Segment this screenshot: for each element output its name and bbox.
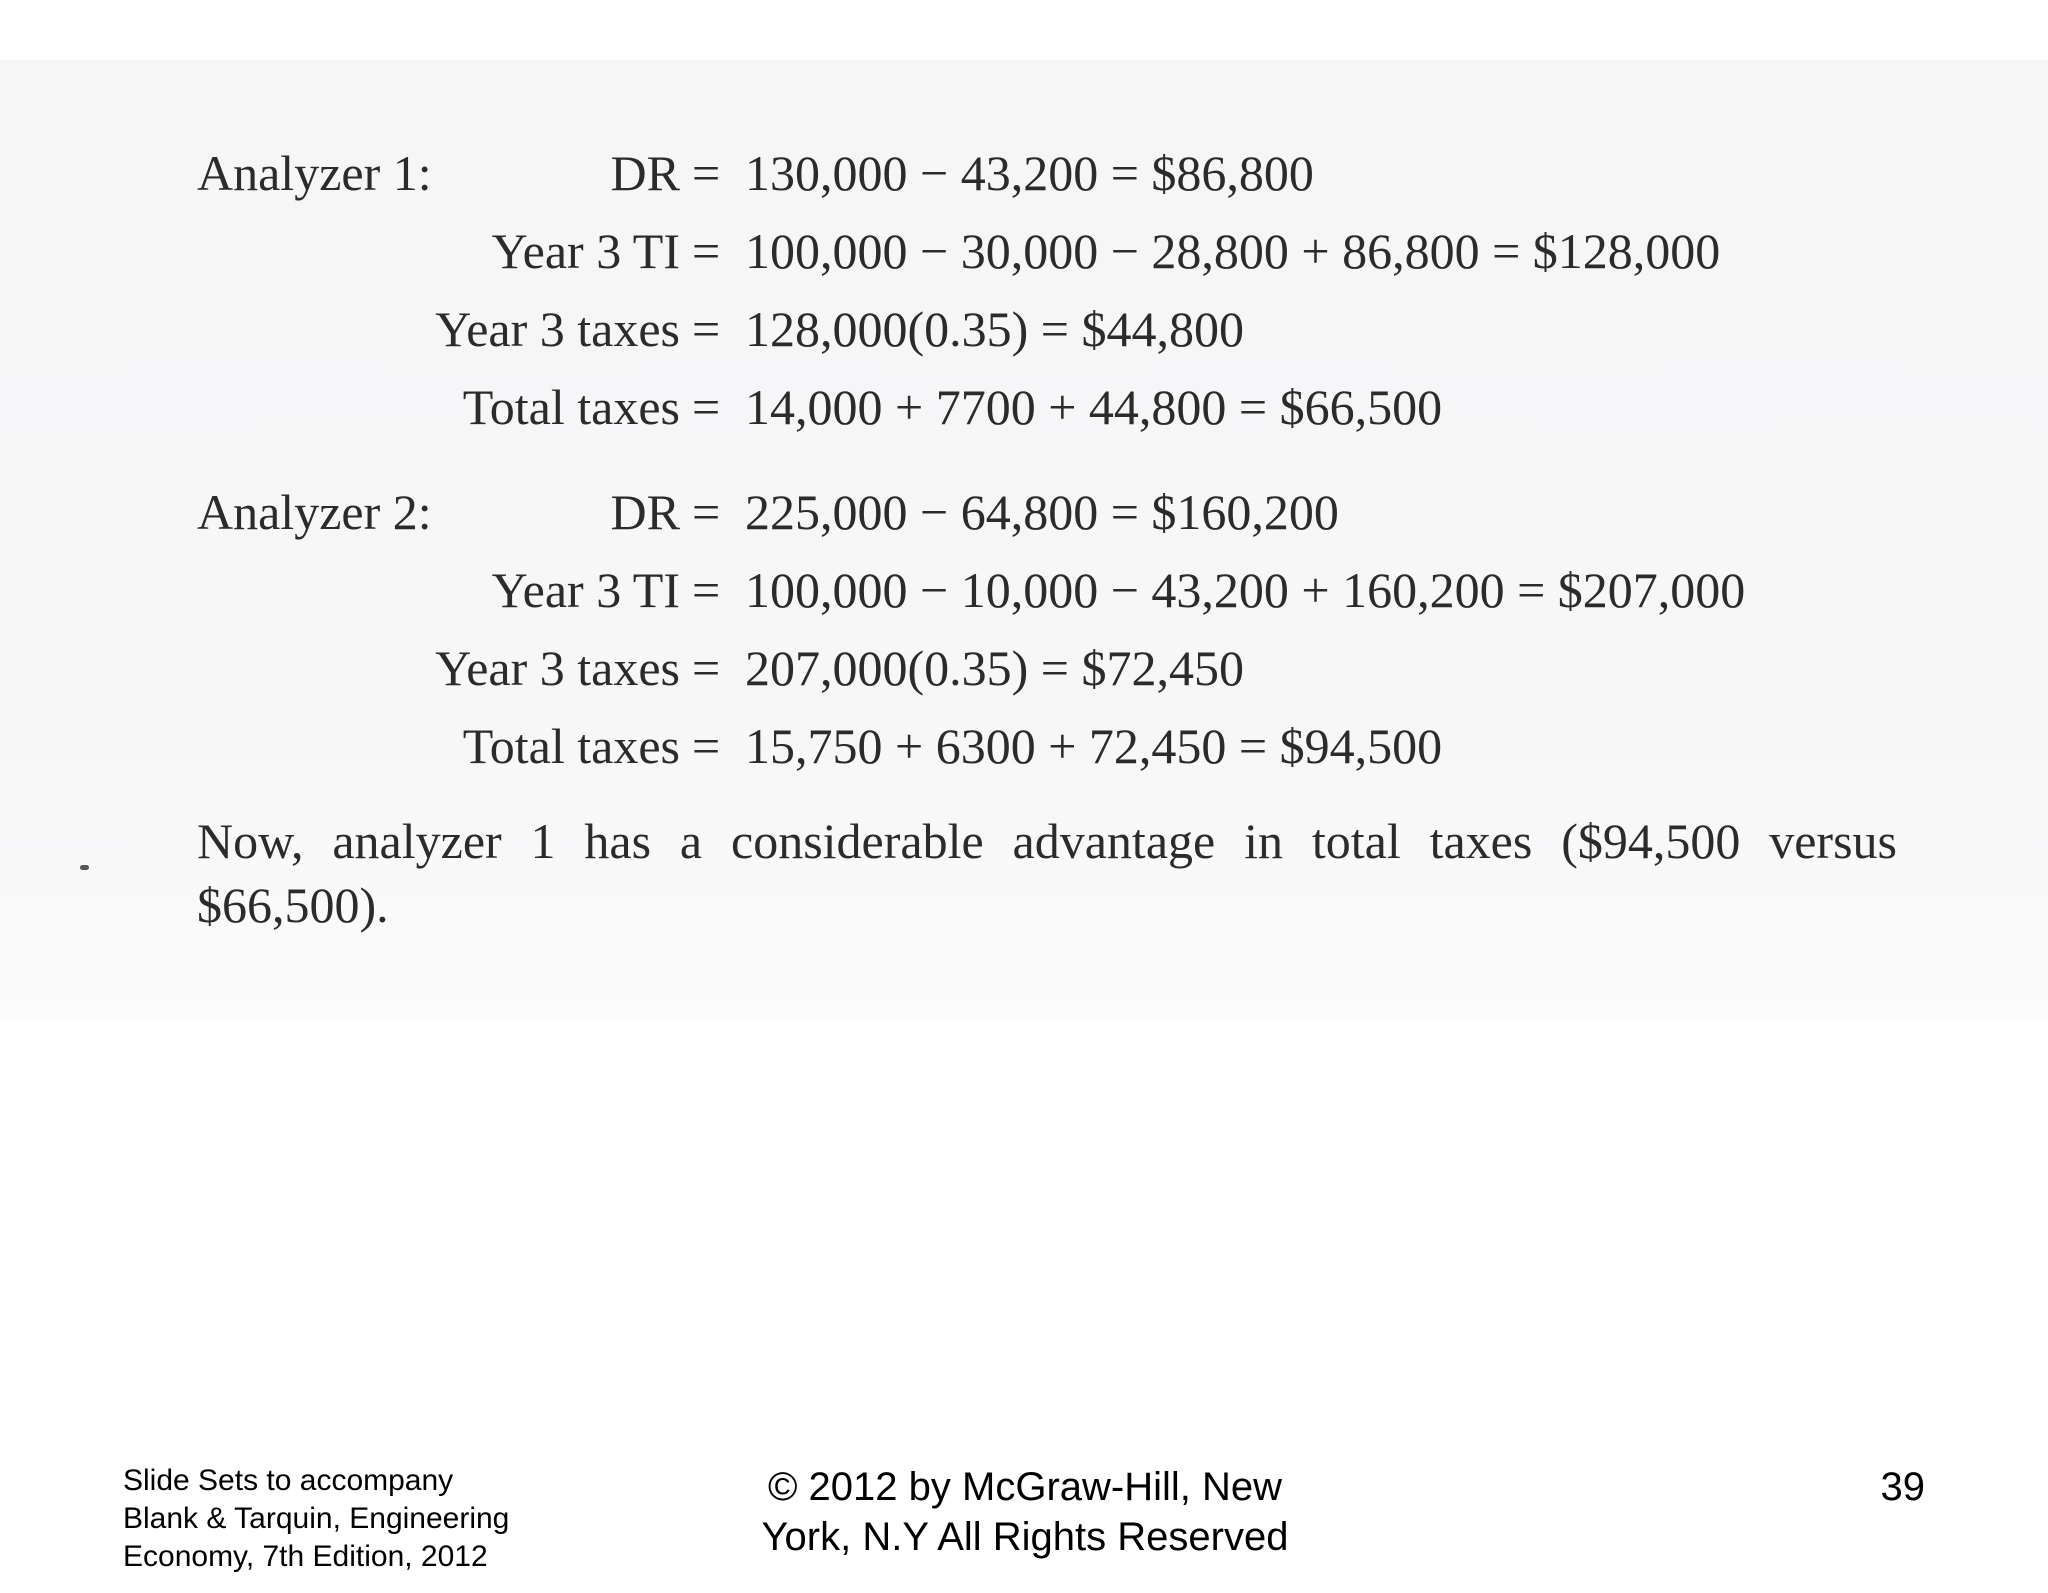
equation-lhs: DR [610,484,680,540]
equals-sign: = [692,379,721,435]
equation-rhs: 100,000 − 10,000 − 43,200 + 160,200 = $207,000 [745,562,1746,618]
equation-rhs: 130,000 − 43,200 = $86,800 [745,145,1314,201]
analyzer-1-label: Analyzer 1: [197,145,432,201]
footer-course-credit [123,1462,563,1576]
conclusion-paragraph [197,809,1897,937]
footer-center-line: York, N.Y All Rights Reserved [761,1515,1289,1559]
equation-rhs: 128,000(0.35) = $44,800 [745,301,1244,357]
page-number: 39 [1880,1465,1925,1509]
conclusion-line-1: Now, analyzer 1 has a considerable advantage in total taxes ($94,500 versus [197,813,1897,869]
footer-center-line: © 2012 by McGraw-Hill, New [767,1465,1283,1509]
equation-lhs: Year 3 taxes [435,301,680,357]
footer-left-line: Blank & Tarquin, Engineering [123,1502,510,1535]
equation-lhs: Year 3 taxes [435,640,680,696]
analyzer-2-label: Analyzer 2: [197,484,432,540]
equation-lhs: Total taxes [462,718,680,774]
equation-rhs: 15,750 + 6300 + 72,450 = $94,500 [745,718,1443,774]
equals-sign: = [692,145,721,201]
equation-lhs: Year 3 TI [491,562,680,618]
scan-speck [80,865,89,870]
equation-lhs: DR [610,145,680,201]
equals-sign: = [692,484,721,540]
footer-left-line: Economy, 7th Edition, 2012 [123,1540,488,1573]
equation-rhs: 100,000 − 30,000 − 28,800 + 86,800 = $128,000 [745,223,1721,279]
equals-sign: = [692,640,721,696]
equals-sign: = [692,301,721,357]
equation-rhs: 207,000(0.35) = $72,450 [745,640,1244,696]
equals-sign: = [692,718,721,774]
footer-copyright [740,1462,1310,1562]
equation-rhs: 14,000 + 7700 + 44,800 = $66,500 [745,379,1443,435]
equation-rhs: 225,000 − 64,800 = $160,200 [745,484,1339,540]
equals-sign: = [692,562,721,618]
equation-lhs: Year 3 TI [491,223,680,279]
equation-lhs: Total taxes [462,379,680,435]
footer-left-line: Slide Sets to accompany [123,1464,454,1497]
conclusion-line-2: $66,500). [197,877,389,933]
equals-sign: = [692,223,721,279]
